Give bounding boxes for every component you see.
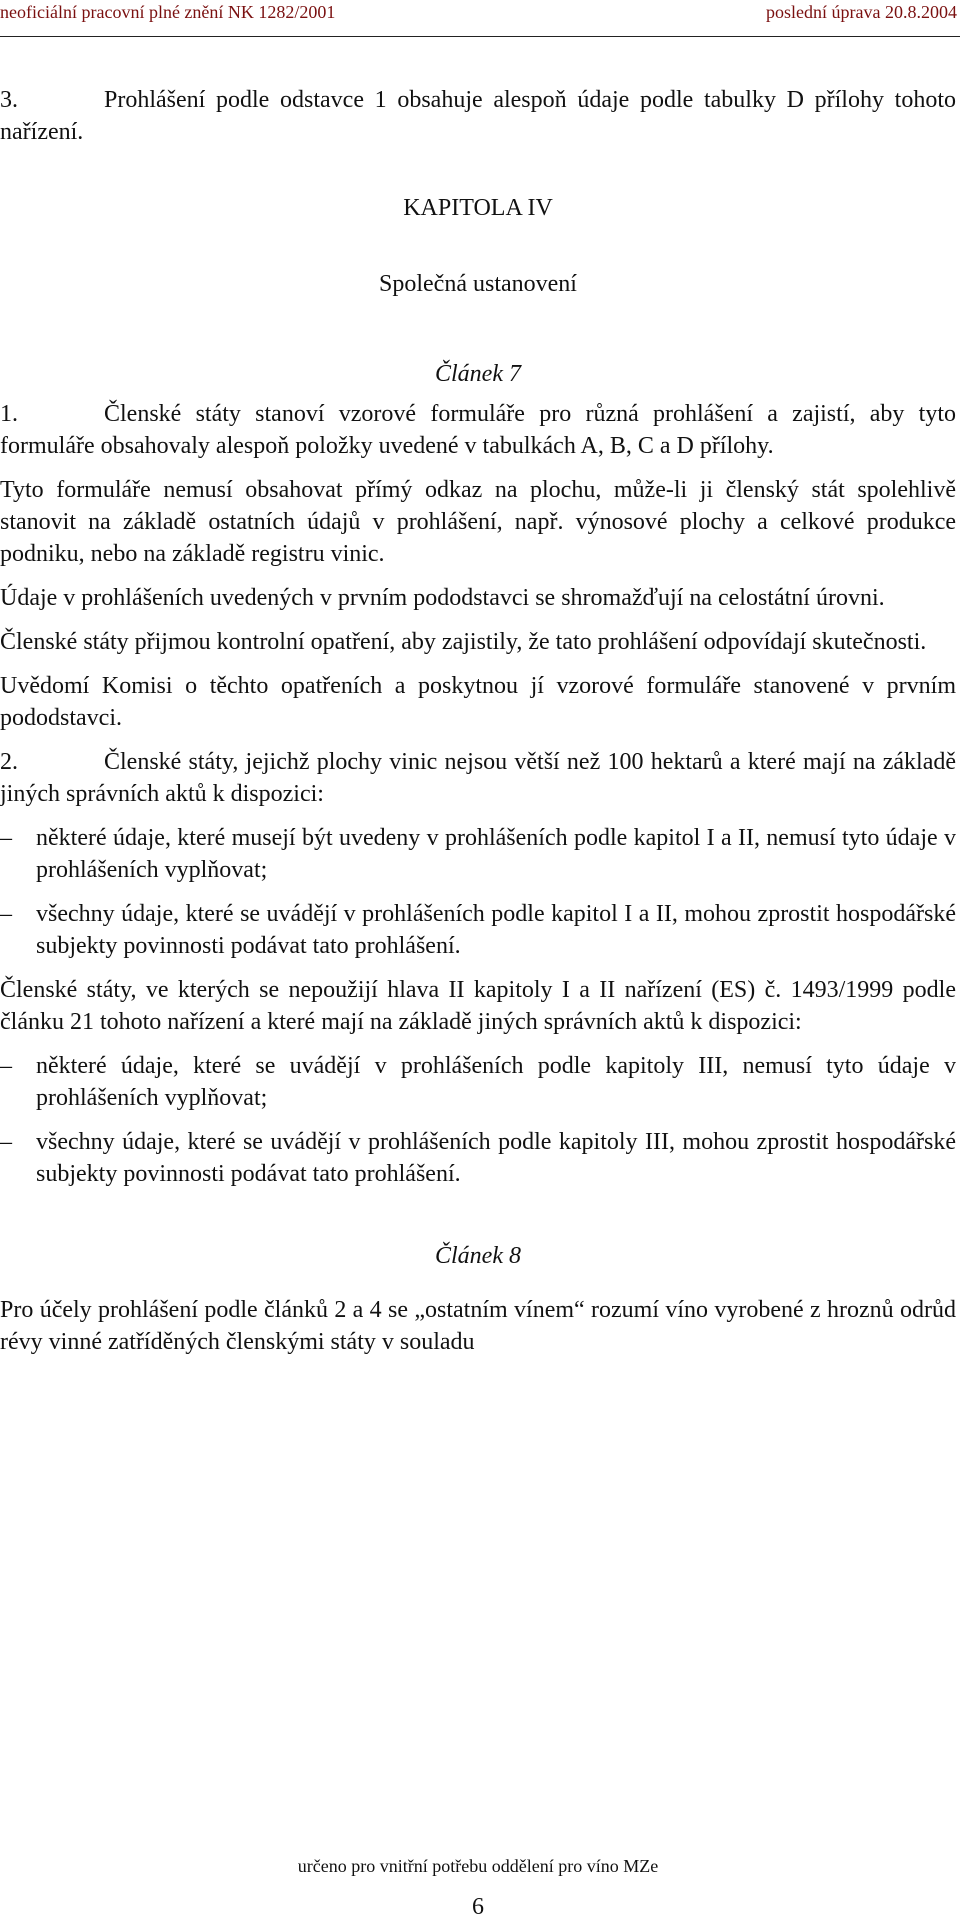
list-item [0,1126,956,1190]
list-item-text: všechny údaje, které se uvádějí v prohlášeních podle kapitoly III, mohou zprostit hospodářské subjekty povinnosti podávat tato prohlášení. [36,1129,956,1187]
paragraph-art7-1 [0,398,956,462]
article-8-title: Článek 8 [435,1243,521,1269]
paragraph-number: 1. [0,401,18,427]
list-item-text: některé údaje, které se uvádějí v prohlášeních podle kapitoly III, nemusí tyto údaje v prohlášeních vyplňovat; [36,1053,956,1111]
paragraph-text: Prohlášení podle odstavce 1 obsahuje alespoň údaje podle tabulky D přílohy tohoto nařízení. [0,87,956,145]
dash-bullet: – [0,825,12,851]
list-item [0,898,956,962]
header-last-update: poslední úprava 20.8.2004 [766,2,957,22]
paragraph-text: Členské státy, jejichž plochy vinic nejsou větší než 100 hektarů a které mají na základě jiných správních aktů k dispozici: [0,749,956,807]
paragraph-text: Členské státy stanoví vzorové formuláře pro různá prohlášení a zajistí, aby tyto formuláře obsahovaly alespoň položky uvedené v tabulkách A, B, C a D přílohy. [0,401,956,459]
chapter-subtitle: Společná ustanovení [379,271,577,297]
paragraph-art7-1d: Členské státy přijmou kontrolní opatření, aby zajistily, že tato prohlášení odpovídají skutečnosti. [0,629,927,655]
header-document-status: neoficiální pracovní plné znění NK 1282/2001 [0,2,336,22]
document-body [0,84,956,1358]
paragraph-art7-1c: Údaje v prohlášeních uvedených v prvním pododstavci se shromažďují na celostátní úrovni. [0,585,885,611]
list-item [0,822,956,886]
list-item-text: některé údaje, které musejí být uvedeny v prohlášeních podle kapitol I a II, nemusí tyto údaje v prohlášeních vyplňovat; [36,825,956,883]
chapter-title: KAPITOLA IV [403,195,553,221]
paragraph-art7-2b: Členské státy, ve kterých se nepoužijí hlava II kapitoly I a II nařízení (ES) č. 1493/1999 podle článku 21 tohoto nařízení a které mají na základě jiných správních aktů k dispozici: [0,977,956,1035]
dash-bullet: – [0,1129,12,1155]
paragraph-art7-2 [0,746,956,810]
dash-bullet: – [0,901,12,927]
page-footer: určeno pro vnitřní potřebu oddělení pro víno MZe [297,1856,659,1876]
paragraph-art8: Pro účely prohlášení podle článků 2 a 4 se „ostatním vínem“ rozumí víno vyrobené z hroznů odrůd révy vinné zatříděných členskými státy v souladu [0,1297,956,1355]
paragraph-art6-3 [0,84,956,148]
paragraph-number: 2. [0,749,18,775]
page-header [0,0,960,37]
list-item [0,1050,956,1114]
dash-bullet: – [0,1053,12,1079]
paragraph-number: 3. [0,87,18,113]
page-number: 6 [472,1894,484,1920]
paragraph-art7-1e: Uvědomí Komisi o těchto opatřeních a poskytnou jí vzorové formuláře stanovené v prvním pododstavci. [0,673,956,731]
paragraph-art7-1b: Tyto formuláře nemusí obsahovat přímý odkaz na plochu, může-li ji členský stát spolehlivě stanovit na základě ostatních údajů v prohlášení, např. výnosové plochy a celkové produkce podniku, nebo na základě registru vinic. [0,477,956,567]
article-7-title: Článek 7 [435,361,521,387]
list-item-text: všechny údaje, které se uvádějí v prohlášeních podle kapitol I a II, mohou zprostit hospodářské subjekty povinnosti podávat tato prohlášení. [36,901,956,959]
